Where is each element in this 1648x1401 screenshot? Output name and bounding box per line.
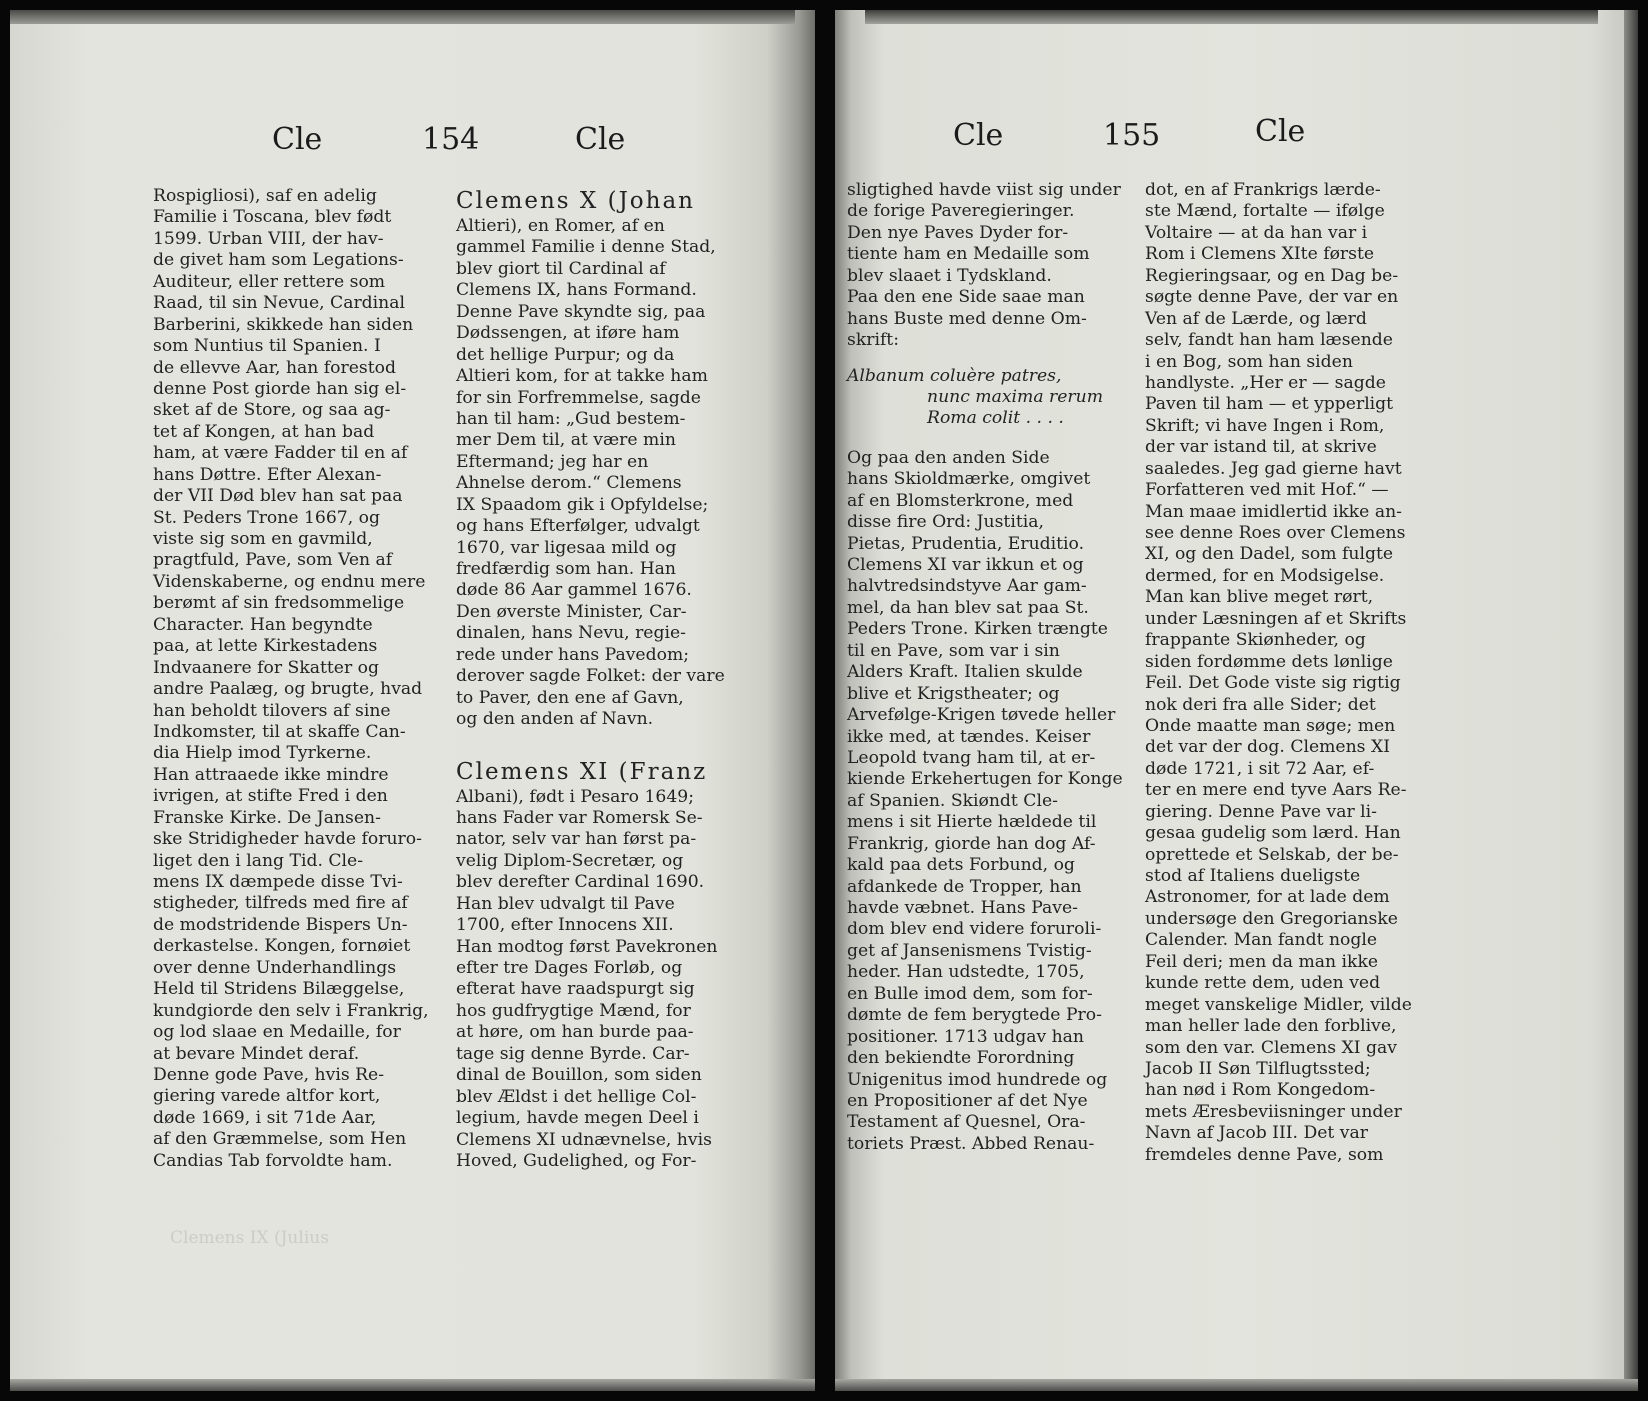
text-line: af en Blomsterkrone, med xyxy=(847,490,1074,511)
text-line: meget vanskelige Midler, vilde xyxy=(1145,994,1412,1015)
text-line: at bevare Mindet deraf. xyxy=(153,1043,360,1064)
text-line: Albani), født i Pesaro 1649; xyxy=(456,786,694,807)
text-line: Indkomster, til at skaffe Can- xyxy=(153,721,406,742)
text-line: kundgiorde den selv i Frankrig, xyxy=(153,1000,429,1021)
text-line: Regieringsaar, og en Dag be- xyxy=(1145,265,1399,286)
text-line: Clemens IX, hans Formand. xyxy=(456,280,697,301)
running-head-right: Cle xyxy=(575,122,626,157)
text-line: ikke med, at tændes. Keiser xyxy=(847,726,1091,747)
running-head-left: Cle xyxy=(953,118,1004,153)
text-line: dermed, for en Modsigelse. xyxy=(1145,565,1385,586)
text-column xyxy=(153,186,443,1172)
page-number: 155 xyxy=(1103,118,1161,153)
text-line: positioner. 1713 udgav han xyxy=(847,1026,1084,1047)
text-line: ivrigen, at stifte Fred i den xyxy=(153,786,388,807)
page-edge xyxy=(1624,10,1638,1391)
text-line: dinalen, hans Nevu, regie- xyxy=(456,623,686,644)
text-line: andre Paalæg, og brugte, hvad xyxy=(153,679,423,700)
text-line: nunc maxima rerum xyxy=(927,386,1104,407)
text-line: Calender. Man fandt nogle xyxy=(1145,930,1378,951)
text-line: tiente ham en Medaille som xyxy=(847,244,1090,265)
text-line: de modstridende Bispers Un- xyxy=(153,914,408,935)
text-line: ham, at være Fadder til en af xyxy=(153,443,408,464)
text-line: Held til Stridens Bilæggelse, xyxy=(153,979,405,1000)
text-line: Denne Pave skyndte sig, paa xyxy=(456,301,706,322)
text-line: Franske Kirke. De Jansen- xyxy=(153,807,381,828)
text-line: Skrift; vi have Ingen i Rom, xyxy=(1145,415,1385,436)
text-line: havde væbnet. Hans Pave- xyxy=(847,898,1078,918)
text-line: Raad, til sin Nevue, Cardinal xyxy=(153,293,405,314)
running-head-left: Cle xyxy=(272,122,323,157)
text-line: Barberini, skikkede han siden xyxy=(153,314,414,335)
text-line: Arvefølge-Krigen tøvede heller xyxy=(847,705,1116,726)
text-line: Onde maatte man søge; men xyxy=(1145,715,1396,736)
text-line: 1599. Urban VIII, der hav- xyxy=(153,228,384,249)
text-line: blive et Krigstheater; og xyxy=(847,683,1060,704)
text-line: stod af Italiens dueligste xyxy=(1145,866,1361,886)
text-line: giering varede altfor kort, xyxy=(153,1086,381,1107)
text-line: Peders Trone. Kirken trængte xyxy=(847,619,1108,640)
text-line: en Bulle imod dem, som for- xyxy=(847,983,1093,1004)
text-line: at høre, om han burde paa- xyxy=(456,1022,694,1043)
text-line: Dødssengen, at iføre ham xyxy=(456,323,680,344)
text-line: Man maae imidlertid ikke an- xyxy=(1145,501,1402,522)
text-line: berømt af sin fredsommelige xyxy=(153,593,405,614)
text-line: som den var. Clemens XI gav xyxy=(1145,1037,1397,1058)
text-line: hans Buste med denne Om- xyxy=(847,308,1087,329)
page-edge xyxy=(10,1379,815,1391)
text-line: siden fordømme dets lønlige xyxy=(1145,651,1393,672)
text-line: dinal de Bouillon, som siden xyxy=(456,1065,702,1086)
text-line: see denne Roes over Clemens xyxy=(1145,523,1406,543)
text-line: XI, og den Dadel, som fulgte xyxy=(1145,544,1394,565)
text-line: Den nye Paves Dyder for- xyxy=(847,222,1069,243)
text-line: søgte denne Pave, der var en xyxy=(1145,287,1399,308)
text-line: heder. Han udstedte, 1705, xyxy=(847,962,1085,983)
text-line: efter tre Dages Forløb, og xyxy=(456,958,683,978)
text-line: liget den i lang Tid. Cle- xyxy=(153,850,364,871)
text-line: disse fire Ord: Justitia, xyxy=(847,512,1044,533)
text-line: Rospigliosi), saf en adelig xyxy=(153,186,377,206)
text-column xyxy=(847,180,1137,1155)
text-line: ter en mere end tyve Aars Re- xyxy=(1145,780,1407,801)
text-line: Frankrig, giorde han dog Af- xyxy=(847,833,1096,854)
text-line: Jacob II Søn Tilflugtssted; xyxy=(1145,1058,1371,1079)
text-line: nok deri fra alle Sider; det xyxy=(1145,694,1376,715)
text-line: der var istand til, at skrive xyxy=(1145,437,1377,458)
text-line: pragtfuld, Pave, som Ven af xyxy=(153,550,393,571)
text-line: Videnskaberne, og endnu mere xyxy=(153,571,426,592)
text-line: dømte de fem berygtede Pro- xyxy=(847,1005,1102,1026)
text-line: nator, selv var han først pa- xyxy=(456,829,697,850)
running-head-right: Cle xyxy=(1255,114,1306,149)
text-line: skrift: xyxy=(847,330,900,351)
text-line: oprettede et Selskab, der be- xyxy=(1145,844,1399,865)
text-line: ske Stridigheder havde foruro- xyxy=(153,829,422,850)
text-line: Clemens XI var ikkun et og xyxy=(847,555,1084,575)
text-line: Feil. Det Gode viste sig rigtig xyxy=(1145,673,1401,694)
text-line: giering. Denne Pave var li- xyxy=(1145,801,1377,822)
text-line: hos gudfrygtige Mænd, for xyxy=(456,1000,691,1021)
text-line: Voltaire — at da han var i xyxy=(1145,222,1368,243)
text-line: Indvaanere for Skatter og xyxy=(153,657,379,678)
text-line: velig Diplom-Secretær, og xyxy=(456,850,684,871)
text-line: det hellige Purpur; og da xyxy=(456,344,675,365)
text-line: tet af Kongen, at han bad xyxy=(153,421,375,442)
text-line: kald paa dets Forbund, og xyxy=(847,855,1075,876)
text-line: blev Ældst i det hellige Col- xyxy=(456,1086,697,1107)
text-line: kiende Erkehertugen for Konge xyxy=(847,769,1123,790)
right-page xyxy=(835,10,1638,1391)
text-line: hans Skioldmærke, omgivet xyxy=(847,469,1091,490)
text-line: tage sig denne Byrde. Car- xyxy=(456,1043,690,1064)
text-line: Og paa den anden Side xyxy=(847,447,1050,468)
text-line: denne Post giorde han sig el- xyxy=(153,378,407,399)
text-line: en Propositioner af det Nye xyxy=(847,1090,1088,1111)
text-line: sligtighed havde viist sig under xyxy=(847,180,1121,200)
text-line: 1670, var ligesaa mild og xyxy=(456,537,677,558)
text-line: af Spanien. Skiøndt Cle- xyxy=(847,790,1058,811)
text-line: der VII Død blev han sat paa xyxy=(153,486,403,507)
text-line: Han blev udvalgt til Pave xyxy=(456,893,675,914)
text-line: viste sig som en gavmild, xyxy=(153,529,373,549)
text-line: Unigenitus imod hundrede og xyxy=(847,1069,1108,1090)
text-line: kunde rette dem, uden ved xyxy=(1145,973,1381,994)
text-line: Testament af Quesnel, Ora- xyxy=(847,1112,1086,1133)
text-line: og hans Efterfølger, udvalgt xyxy=(456,516,700,537)
text-line: for sin Forfremmelse, sagde xyxy=(456,387,701,408)
text-line: Alders Kraft. Italien skulde xyxy=(847,662,1083,683)
text-line: han beholdt tilovers af sine xyxy=(153,700,391,721)
text-line: Paa den ene Side saae man xyxy=(847,287,1085,308)
text-line: fremdeles denne Pave, som xyxy=(1145,1144,1384,1165)
text-column xyxy=(456,184,756,1172)
text-line: Rom i Clemens XIte første xyxy=(1145,244,1375,265)
page-edge xyxy=(10,10,795,24)
text-line: Ven af de Lærde, og lærd xyxy=(1145,308,1367,329)
text-line: de forige Paveregieringer. xyxy=(847,201,1075,222)
page-number: 154 xyxy=(422,122,480,157)
text-line: afdankede de Tropper, han xyxy=(847,876,1082,897)
text-line: Paven til ham — et ypperligt xyxy=(1145,394,1394,415)
text-line: Clemens XI udnævnelse, hvis xyxy=(456,1129,712,1150)
text-line: blev giort til Cardinal af xyxy=(456,258,666,279)
page-edge xyxy=(865,10,1598,24)
text-line: over denne Underhandlings xyxy=(153,957,397,978)
text-line: handlyste. „Her er — sagde xyxy=(1145,372,1386,393)
text-line: hans Døttre. Efter Alexan- xyxy=(153,464,382,485)
text-line: stigheder, tilfreds med fire af xyxy=(153,893,408,914)
text-line: og den anden af Navn. xyxy=(456,709,654,730)
text-line: gammel Familie i denne Stad, xyxy=(456,237,716,258)
text-line: blev slaaet i Tydskland. xyxy=(847,265,1052,286)
entry-heading: Clemens X (Johan xyxy=(456,188,695,214)
text-line: St. Peders Trone 1667, og xyxy=(153,507,380,528)
text-line: Hoved, Gudelighed, og For- xyxy=(456,1150,697,1171)
text-line: af den Græmmelse, som Hen xyxy=(153,1129,407,1150)
text-line: Character. Han begyndte xyxy=(153,614,373,635)
text-line: ste Mænd, fortalte — ifølge xyxy=(1145,201,1385,222)
text-line: dia Hielp imod Tyrkerne. xyxy=(153,743,372,764)
text-line: Albanum coluère patres, xyxy=(847,365,1062,386)
text-line: Astronomer, for at lade dem xyxy=(1145,887,1390,908)
text-line: mel, da han blev sat paa St. xyxy=(847,597,1089,618)
text-line: derkastelse. Kongen, fornøiet xyxy=(153,936,411,957)
text-line: Han modtog først Pavekronen xyxy=(456,936,718,957)
text-line: mets Æresbeviisninger under xyxy=(1145,1101,1402,1122)
text-line: Pietas, Prudentia, Eruditio. xyxy=(847,533,1085,554)
text-line: 1700, efter Innocens XII. xyxy=(456,915,674,936)
text-line: døde 86 Aar gammel 1676. xyxy=(456,580,692,601)
entry-heading: Clemens XI (Franz xyxy=(456,758,708,785)
text-line: undersøge den Gregorianske xyxy=(1145,908,1398,929)
text-line: paa, at lette Kirkestadens xyxy=(153,636,378,657)
text-line: legium, havde megen Deel i xyxy=(456,1108,699,1129)
text-line: man heller lade den forblive, xyxy=(1145,1016,1397,1037)
text-line: Den øverste Minister, Car- xyxy=(456,601,687,622)
text-line: derover sagde Folket: der vare xyxy=(456,666,725,687)
text-line: Forfatteren ved mit Hof.“ — xyxy=(1145,480,1389,501)
text-line: Auditeur, eller rettere som xyxy=(153,271,386,292)
text-line: under Læsningen af et Skrifts xyxy=(1145,608,1407,629)
bleed-through-text: Clemens IX (Julius xyxy=(170,1228,329,1248)
text-line: to Paver, den ene af Gavn, xyxy=(456,687,684,708)
text-line: Candias Tab forvoldte ham. xyxy=(153,1150,393,1171)
text-line: sket af de Store, og saa ag- xyxy=(153,400,391,421)
text-line: han til ham: „Gud bestem- xyxy=(456,408,686,429)
text-line: den bekiendte Forordning xyxy=(847,1048,1075,1069)
text-line: Man kan blive meget rørt, xyxy=(1145,587,1374,608)
text-line: de ellevve Aar, han forestod xyxy=(153,357,396,378)
text-line: som Nuntius til Spanien. I xyxy=(153,336,381,357)
text-line: de givet ham som Legations- xyxy=(153,250,404,271)
text-line: dot, en af Frankrigs lærde- xyxy=(1145,180,1381,200)
text-line: døde 1721, i sit 72 Aar, ef- xyxy=(1145,758,1375,779)
text-line: halvtredsindstyve Aar gam- xyxy=(847,576,1087,597)
text-line: IX Spaadom gik i Opfyldelse; xyxy=(456,494,709,515)
text-line: mens i sit Hierte hældede til xyxy=(847,812,1097,833)
text-line: Leopold tvang ham til, at er- xyxy=(847,747,1096,768)
text-line: Denne gode Pave, hvis Re- xyxy=(153,1064,385,1085)
text-line: dom blev end videre foruroli- xyxy=(847,919,1102,940)
text-line: efterat have raadspurgt sig xyxy=(456,979,695,1000)
text-line: hans Fader var Romersk Se- xyxy=(456,807,703,828)
text-line: Altieri), en Romer, af en xyxy=(456,216,665,236)
text-line: blev derefter Cardinal 1690. xyxy=(456,872,705,893)
text-column xyxy=(1145,180,1445,1166)
text-line: frappante Skiønheder, og xyxy=(1145,630,1366,651)
text-line: Ahnelse derom.“ Clemens xyxy=(456,473,682,494)
text-line: fredfærdig som han. Han xyxy=(456,559,676,579)
text-line: Eftermand; jeg har en xyxy=(456,451,649,472)
text-line: mens IX dæmpede disse Tvi- xyxy=(153,872,403,892)
text-line: til en Pave, som var i sin xyxy=(847,640,1060,661)
text-line: Navn af Jacob III. Det var xyxy=(1145,1123,1368,1144)
text-line: mer Dem til, at være min xyxy=(456,430,676,451)
text-line: saaledes. Jeg gad gierne havt xyxy=(1145,458,1402,479)
left-page xyxy=(10,10,815,1391)
text-line: Altieri kom, for at takke ham xyxy=(456,366,708,387)
text-line: Roma colit . . . . xyxy=(927,408,1064,429)
text-line: gesaa gudelig som lærd. Han xyxy=(1145,823,1401,844)
text-line: og lod slaae en Medaille, for xyxy=(153,1022,401,1043)
text-line: rede under hans Pavedom; xyxy=(456,644,690,665)
text-line: døde 1669, i sit 71de Aar, xyxy=(153,1107,377,1128)
text-line: Feil deri; men da man ikke xyxy=(1145,951,1379,972)
text-line: det var der dog. Clemens XI xyxy=(1145,737,1390,758)
text-line: selv, fandt han ham læsende xyxy=(1145,330,1393,351)
text-line: get af Jansenismens Tvistig- xyxy=(847,940,1092,961)
text-line: Han attraaede ikke mindre xyxy=(153,764,389,785)
text-line: toriets Præst. Abbed Renau- xyxy=(847,1133,1095,1154)
page-edge xyxy=(835,1379,1638,1391)
text-line: Familie i Toscana, blev født xyxy=(153,207,392,228)
text-line: i en Bog, som han siden xyxy=(1145,351,1353,372)
text-line: han nød i Rom Kongedom- xyxy=(1145,1080,1376,1101)
